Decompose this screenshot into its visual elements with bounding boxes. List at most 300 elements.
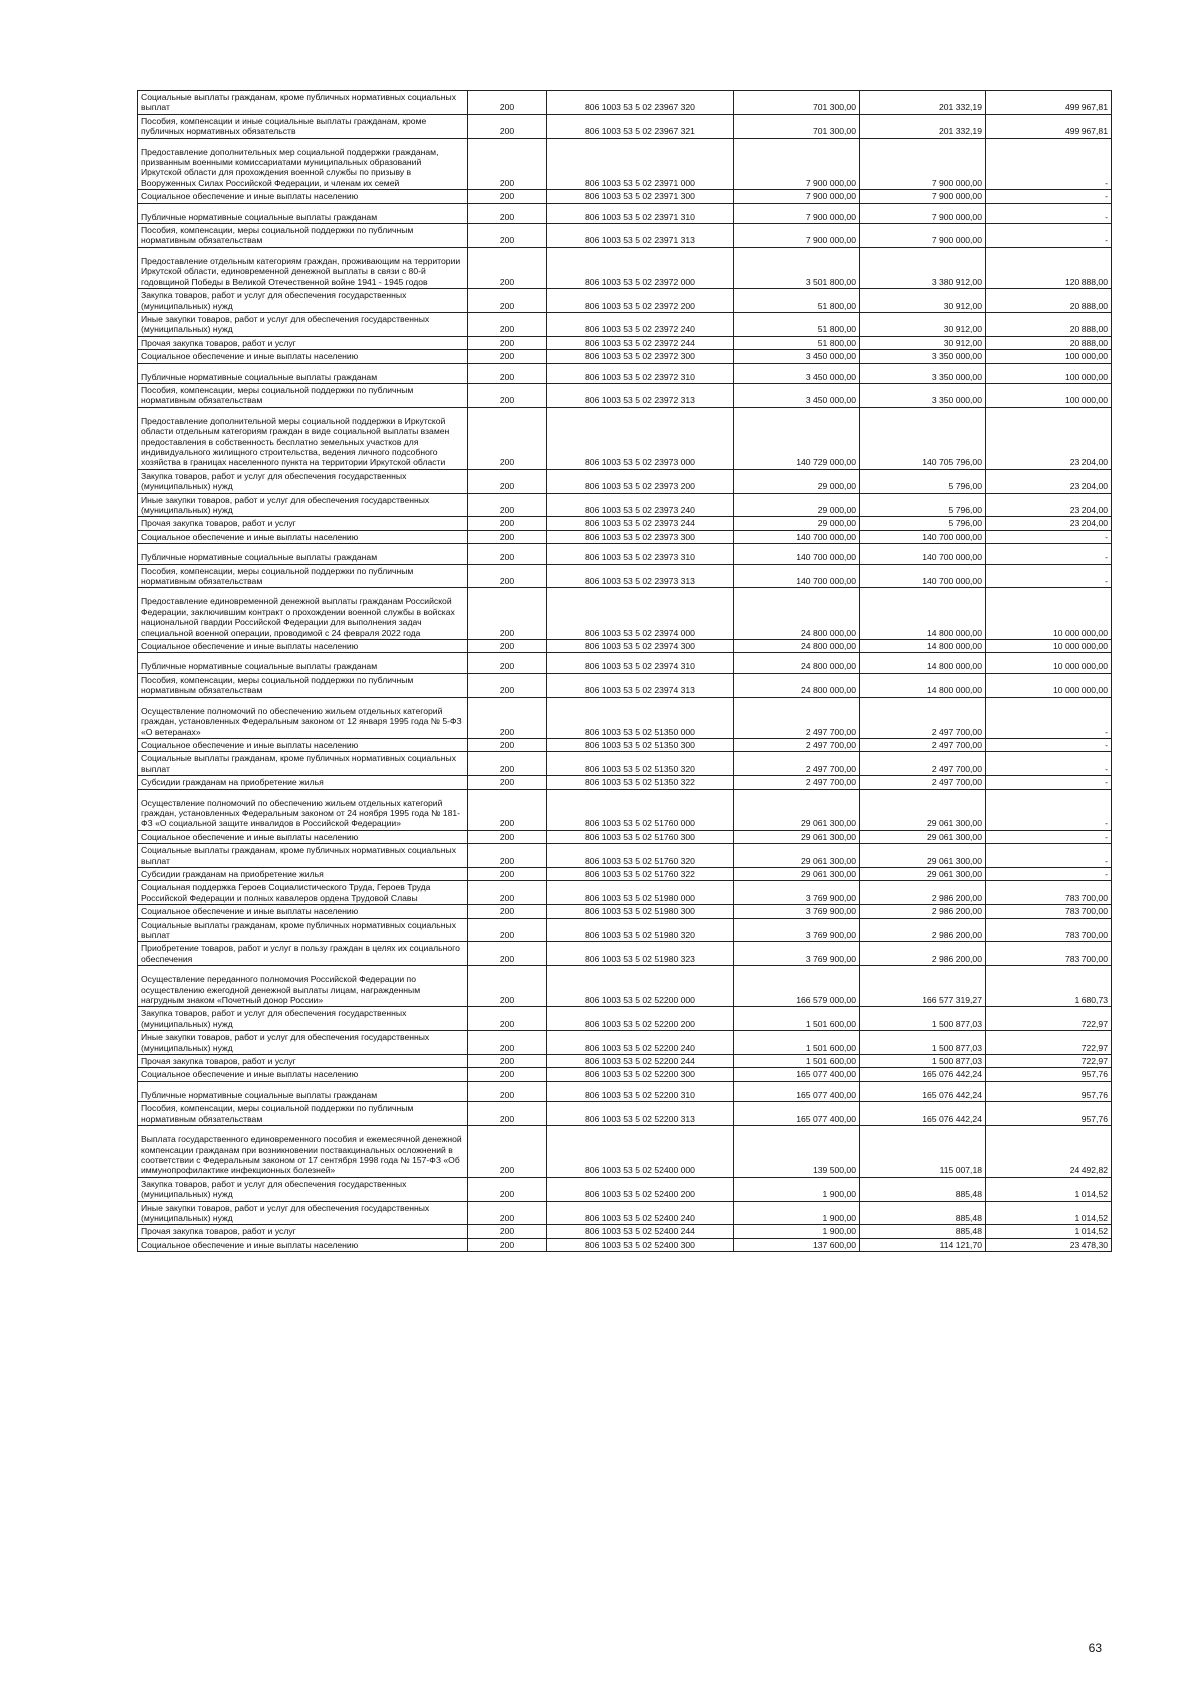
table-row xyxy=(138,918,1112,942)
row-remainder: 10 000 000,00 xyxy=(986,673,1112,697)
row-remainder: 499 967,81 xyxy=(986,114,1112,138)
row-plan-amount: 3 769 900,00 xyxy=(734,905,860,918)
row-remainder: 120 888,00 xyxy=(986,247,1112,288)
row-fact-amount: 140 700 000,00 xyxy=(860,530,986,543)
row-plan-amount: 7 900 000,00 xyxy=(734,138,860,190)
table-row xyxy=(138,312,1112,336)
expenditure-table-body xyxy=(138,91,1112,1252)
row-vr-code: 200 xyxy=(468,640,547,653)
row-fact-amount: 7 900 000,00 xyxy=(860,203,986,223)
row-budget-code: 806 1003 53 5 02 52200 244 xyxy=(547,1055,734,1068)
row-fact-amount: 1 500 877,03 xyxy=(860,1055,986,1068)
row-plan-amount: 3 450 000,00 xyxy=(734,383,860,407)
row-plan-amount: 3 769 900,00 xyxy=(734,942,860,966)
row-fact-amount: 165 076 442,24 xyxy=(860,1081,986,1101)
row-budget-code: 806 1003 53 5 02 52200 300 xyxy=(547,1068,734,1081)
row-vr-code: 200 xyxy=(468,383,547,407)
row-budget-code: 806 1003 53 5 02 52400 000 xyxy=(547,1126,734,1178)
row-plan-amount: 51 800,00 xyxy=(734,336,860,349)
row-remainder: 20 888,00 xyxy=(986,336,1112,349)
row-budget-code: 806 1003 53 5 02 51760 000 xyxy=(547,789,734,830)
row-fact-amount: 29 061 300,00 xyxy=(860,789,986,830)
table-row xyxy=(138,190,1112,203)
table-row xyxy=(138,966,1112,1007)
row-fact-amount: 2 497 700,00 xyxy=(860,752,986,776)
row-remainder: 499 967,81 xyxy=(986,91,1112,115)
row-plan-amount: 2 497 700,00 xyxy=(734,697,860,738)
row-plan-amount: 140 700 000,00 xyxy=(734,564,860,588)
row-remainder: 957,76 xyxy=(986,1102,1112,1126)
row-plan-amount: 165 077 400,00 xyxy=(734,1068,860,1081)
row-vr-code: 200 xyxy=(468,407,547,469)
row-name: Осуществление полномочий по обеспечению жильем отдельных категорий граждан, установленных Федеральным законом от 12 января 1995 года № 5-ФЗ «О ветеранах» xyxy=(138,697,468,738)
row-name: Прочая закупка товаров, работ и услуг xyxy=(138,1225,468,1238)
row-plan-amount: 29 061 300,00 xyxy=(734,844,860,868)
row-remainder: 783 700,00 xyxy=(986,918,1112,942)
row-vr-code: 200 xyxy=(468,312,547,336)
row-plan-amount: 2 497 700,00 xyxy=(734,752,860,776)
row-budget-code: 806 1003 53 5 02 23973 244 xyxy=(547,517,734,530)
row-vr-code: 200 xyxy=(468,203,547,223)
row-fact-amount: 885,48 xyxy=(860,1201,986,1225)
row-name: Социальное обеспечение и иные выплаты населению xyxy=(138,738,468,751)
row-name: Закупка товаров, работ и услуг для обеспечения государственных (муниципальных) нужд xyxy=(138,289,468,313)
row-vr-code: 200 xyxy=(468,363,547,383)
row-budget-code: 806 1003 53 5 02 23972 240 xyxy=(547,312,734,336)
row-remainder: - xyxy=(986,752,1112,776)
row-vr-code: 200 xyxy=(468,918,547,942)
row-name: Социальное обеспечение и иные выплаты населению xyxy=(138,640,468,653)
row-vr-code: 200 xyxy=(468,1007,547,1031)
row-remainder: 23 478,30 xyxy=(986,1238,1112,1251)
row-plan-amount: 3 769 900,00 xyxy=(734,881,860,905)
row-fact-amount: 29 061 300,00 xyxy=(860,844,986,868)
row-name: Социальное обеспечение и иные выплаты населению xyxy=(138,1238,468,1251)
row-budget-code: 806 1003 53 5 02 23971 313 xyxy=(547,224,734,248)
table-row xyxy=(138,383,1112,407)
row-remainder: 10 000 000,00 xyxy=(986,640,1112,653)
row-name: Прочая закупка товаров, работ и услуг xyxy=(138,336,468,349)
row-name: Иные закупки товаров, работ и услуг для обеспечения государственных (муниципальных) нужд xyxy=(138,312,468,336)
row-plan-amount: 7 900 000,00 xyxy=(734,224,860,248)
row-vr-code: 200 xyxy=(468,493,547,517)
row-vr-code: 200 xyxy=(468,673,547,697)
table-row xyxy=(138,336,1112,349)
row-vr-code: 200 xyxy=(468,91,547,115)
row-name: Социальное обеспечение и иные выплаты населению xyxy=(138,350,468,363)
row-budget-code: 806 1003 53 5 02 51350 000 xyxy=(547,697,734,738)
table-row xyxy=(138,203,1112,223)
row-vr-code: 200 xyxy=(468,789,547,830)
row-remainder: 100 000,00 xyxy=(986,363,1112,383)
row-budget-code: 806 1003 53 5 02 23972 244 xyxy=(547,336,734,349)
row-vr-code: 200 xyxy=(468,1055,547,1068)
row-vr-code: 200 xyxy=(468,190,547,203)
row-remainder: 23 204,00 xyxy=(986,493,1112,517)
row-name: Прочая закупка товаров, работ и услуг xyxy=(138,1055,468,1068)
table-row xyxy=(138,867,1112,880)
table-row xyxy=(138,752,1112,776)
row-plan-amount: 1 501 600,00 xyxy=(734,1031,860,1055)
row-plan-amount: 51 800,00 xyxy=(734,312,860,336)
row-fact-amount: 14 800 000,00 xyxy=(860,588,986,640)
row-vr-code: 200 xyxy=(468,1177,547,1201)
budget-report-page xyxy=(137,90,1108,1252)
table-row xyxy=(138,1055,1112,1068)
row-vr-code: 200 xyxy=(468,653,547,673)
row-budget-code: 806 1003 53 5 02 23973 200 xyxy=(547,469,734,493)
row-vr-code: 200 xyxy=(468,114,547,138)
row-fact-amount: 3 350 000,00 xyxy=(860,383,986,407)
row-name: Публичные нормативные социальные выплаты гражданам xyxy=(138,544,468,564)
row-budget-code: 806 1003 53 5 02 52200 200 xyxy=(547,1007,734,1031)
row-plan-amount: 29 000,00 xyxy=(734,469,860,493)
page-number: 63 xyxy=(1088,1641,1102,1655)
row-budget-code: 806 1003 53 5 02 51760 320 xyxy=(547,844,734,868)
row-fact-amount: 1 500 877,03 xyxy=(860,1031,986,1055)
row-remainder: - xyxy=(986,190,1112,203)
row-budget-code: 806 1003 53 5 02 51350 322 xyxy=(547,776,734,789)
row-plan-amount: 29 061 300,00 xyxy=(734,830,860,843)
row-fact-amount: 165 076 442,24 xyxy=(860,1102,986,1126)
row-vr-code: 200 xyxy=(468,1238,547,1251)
table-row xyxy=(138,1007,1112,1031)
row-name: Социальная поддержка Героев Социалистического Труда, Героев Труда Российской Федерации и полных кавалеров ордена Трудовой Славы xyxy=(138,881,468,905)
row-name: Пособия, компенсации, меры социальной поддержки по публичным нормативным обязательствам xyxy=(138,673,468,697)
row-name: Пособия, компенсации и иные социальные выплаты гражданам, кроме публичных нормативных обязательств xyxy=(138,114,468,138)
row-budget-code: 806 1003 53 5 02 52400 244 xyxy=(547,1225,734,1238)
row-budget-code: 806 1003 53 5 02 23972 000 xyxy=(547,247,734,288)
row-remainder: 23 204,00 xyxy=(986,517,1112,530)
table-row xyxy=(138,469,1112,493)
row-plan-amount: 29 000,00 xyxy=(734,493,860,517)
row-plan-amount: 29 000,00 xyxy=(734,517,860,530)
row-name: Иные закупки товаров, работ и услуг для обеспечения государственных (муниципальных) нужд xyxy=(138,1201,468,1225)
row-plan-amount: 24 800 000,00 xyxy=(734,673,860,697)
row-remainder: - xyxy=(986,138,1112,190)
row-remainder: 957,76 xyxy=(986,1081,1112,1101)
row-budget-code: 806 1003 53 5 02 23967 321 xyxy=(547,114,734,138)
row-remainder: 1 014,52 xyxy=(986,1201,1112,1225)
row-plan-amount: 29 061 300,00 xyxy=(734,867,860,880)
row-remainder: - xyxy=(986,867,1112,880)
table-row xyxy=(138,247,1112,288)
row-name: Социальные выплаты гражданам, кроме публичных нормативных социальных выплат xyxy=(138,752,468,776)
table-row xyxy=(138,544,1112,564)
row-fact-amount: 2 986 200,00 xyxy=(860,881,986,905)
row-name: Выплата государственного единовременного пособия и ежемесячной денежной компенсации гражданам при возникновении поствакцинальных осложнений в соответствии с Федеральным законом от 17 сентября 1998 года № 157-ФЗ «Об иммунопрофилактике инфекционных болезней» xyxy=(138,1126,468,1178)
table-row xyxy=(138,844,1112,868)
row-vr-code: 200 xyxy=(468,588,547,640)
row-fact-amount: 885,48 xyxy=(860,1177,986,1201)
row-fact-amount: 14 800 000,00 xyxy=(860,640,986,653)
row-vr-code: 200 xyxy=(468,752,547,776)
row-vr-code: 200 xyxy=(468,905,547,918)
row-plan-amount: 137 600,00 xyxy=(734,1238,860,1251)
row-remainder: - xyxy=(986,203,1112,223)
table-row xyxy=(138,1177,1112,1201)
table-row xyxy=(138,114,1112,138)
row-remainder: 722,97 xyxy=(986,1007,1112,1031)
row-fact-amount: 5 796,00 xyxy=(860,517,986,530)
row-vr-code: 200 xyxy=(468,844,547,868)
row-fact-amount: 30 912,00 xyxy=(860,312,986,336)
row-plan-amount: 140 700 000,00 xyxy=(734,544,860,564)
row-remainder: - xyxy=(986,224,1112,248)
row-remainder: - xyxy=(986,776,1112,789)
row-vr-code: 200 xyxy=(468,1126,547,1178)
row-vr-code: 200 xyxy=(468,1102,547,1126)
row-vr-code: 200 xyxy=(468,942,547,966)
row-plan-amount: 139 500,00 xyxy=(734,1126,860,1178)
table-row xyxy=(138,776,1112,789)
table-row xyxy=(138,830,1112,843)
table-row xyxy=(138,91,1112,115)
row-plan-amount: 29 061 300,00 xyxy=(734,789,860,830)
row-fact-amount: 2 986 200,00 xyxy=(860,918,986,942)
row-name: Социальные выплаты гражданам, кроме публичных нормативных социальных выплат xyxy=(138,844,468,868)
row-name: Публичные нормативные социальные выплаты гражданам xyxy=(138,1081,468,1101)
row-remainder: 10 000 000,00 xyxy=(986,653,1112,673)
row-budget-code: 806 1003 53 5 02 23972 310 xyxy=(547,363,734,383)
row-fact-amount: 14 800 000,00 xyxy=(860,673,986,697)
row-name: Предоставление отдельным категориям граждан, проживающим на территории Иркутской области, единовременной денежной выплаты в связи с 80-й годовщиной Победы в Великой Отечественной войне 1941 - 1945 годов xyxy=(138,247,468,288)
row-plan-amount: 165 077 400,00 xyxy=(734,1081,860,1101)
row-plan-amount: 140 700 000,00 xyxy=(734,530,860,543)
row-remainder: 783 700,00 xyxy=(986,881,1112,905)
row-name: Публичные нормативные социальные выплаты гражданам xyxy=(138,363,468,383)
row-vr-code: 200 xyxy=(468,289,547,313)
row-vr-code: 200 xyxy=(468,881,547,905)
table-row xyxy=(138,905,1112,918)
row-remainder: 20 888,00 xyxy=(986,289,1112,313)
row-fact-amount: 29 061 300,00 xyxy=(860,867,986,880)
row-fact-amount: 29 061 300,00 xyxy=(860,830,986,843)
row-fact-amount: 14 800 000,00 xyxy=(860,653,986,673)
row-plan-amount: 3 769 900,00 xyxy=(734,918,860,942)
row-name: Публичные нормативные социальные выплаты гражданам xyxy=(138,203,468,223)
table-row xyxy=(138,363,1112,383)
row-plan-amount: 24 800 000,00 xyxy=(734,588,860,640)
row-name: Закупка товаров, работ и услуг для обеспечения государственных (муниципальных) нужд xyxy=(138,1177,468,1201)
row-remainder: 100 000,00 xyxy=(986,383,1112,407)
row-budget-code: 806 1003 53 5 02 23974 310 xyxy=(547,653,734,673)
table-row xyxy=(138,289,1112,313)
row-fact-amount: 5 796,00 xyxy=(860,493,986,517)
table-row xyxy=(138,789,1112,830)
row-plan-amount: 3 501 800,00 xyxy=(734,247,860,288)
row-remainder: - xyxy=(986,789,1112,830)
row-budget-code: 806 1003 53 5 02 23972 200 xyxy=(547,289,734,313)
row-budget-code: 806 1003 53 5 02 51760 300 xyxy=(547,830,734,843)
row-fact-amount: 201 332,19 xyxy=(860,91,986,115)
row-budget-code: 806 1003 53 5 02 52200 000 xyxy=(547,966,734,1007)
row-fact-amount: 165 076 442,24 xyxy=(860,1068,986,1081)
row-plan-amount: 1 501 600,00 xyxy=(734,1055,860,1068)
row-budget-code: 806 1003 53 5 02 23971 300 xyxy=(547,190,734,203)
row-budget-code: 806 1003 53 5 02 51980 320 xyxy=(547,918,734,942)
table-row xyxy=(138,942,1112,966)
row-name: Прочая закупка товаров, работ и услуг xyxy=(138,517,468,530)
row-name: Осуществление переданного полномочия Российской Федерации по осуществлению ежегодной денежной выплаты лицам, награжденным нагрудным знаком «Почетный донор России» xyxy=(138,966,468,1007)
row-fact-amount: 3 350 000,00 xyxy=(860,363,986,383)
table-row xyxy=(138,564,1112,588)
row-vr-code: 200 xyxy=(468,564,547,588)
table-row xyxy=(138,640,1112,653)
row-budget-code: 806 1003 53 5 02 52200 313 xyxy=(547,1102,734,1126)
row-budget-code: 806 1003 53 5 02 52400 200 xyxy=(547,1177,734,1201)
row-name: Социальное обеспечение и иные выплаты населению xyxy=(138,905,468,918)
row-name: Социальное обеспечение и иные выплаты населению xyxy=(138,830,468,843)
table-row xyxy=(138,673,1112,697)
row-plan-amount: 24 800 000,00 xyxy=(734,640,860,653)
row-vr-code: 200 xyxy=(468,350,547,363)
row-fact-amount: 1 500 877,03 xyxy=(860,1007,986,1031)
row-name: Публичные нормативные социальные выплаты гражданам xyxy=(138,653,468,673)
row-budget-code: 806 1003 53 5 02 52200 310 xyxy=(547,1081,734,1101)
table-row xyxy=(138,1068,1112,1081)
row-remainder: 722,97 xyxy=(986,1055,1112,1068)
row-remainder: 1 680,73 xyxy=(986,966,1112,1007)
row-budget-code: 806 1003 53 5 02 51980 000 xyxy=(547,881,734,905)
row-fact-amount: 140 705 796,00 xyxy=(860,407,986,469)
row-name: Пособия, компенсации, меры социальной поддержки по публичным нормативным обязательствам xyxy=(138,224,468,248)
table-row xyxy=(138,407,1112,469)
row-budget-code: 806 1003 53 5 02 23971 000 xyxy=(547,138,734,190)
row-plan-amount: 1 501 600,00 xyxy=(734,1007,860,1031)
row-remainder: - xyxy=(986,738,1112,751)
row-vr-code: 200 xyxy=(468,867,547,880)
row-budget-code: 806 1003 53 5 02 52200 240 xyxy=(547,1031,734,1055)
row-remainder: 20 888,00 xyxy=(986,312,1112,336)
row-plan-amount: 7 900 000,00 xyxy=(734,190,860,203)
row-name: Субсидии гражданам на приобретение жилья xyxy=(138,867,468,880)
row-budget-code: 806 1003 53 5 02 23974 000 xyxy=(547,588,734,640)
row-budget-code: 806 1003 53 5 02 51980 300 xyxy=(547,905,734,918)
row-fact-amount: 2 497 700,00 xyxy=(860,697,986,738)
row-plan-amount: 51 800,00 xyxy=(734,289,860,313)
row-budget-code: 806 1003 53 5 02 23972 300 xyxy=(547,350,734,363)
row-remainder: 957,76 xyxy=(986,1068,1112,1081)
row-vr-code: 200 xyxy=(468,224,547,248)
row-name: Предоставление дополнительных мер социальной поддержки гражданам, призванным военными комиссариатами муниципальных образований Иркутской области для прохождения военной службы по призыву в Вооруженных Силах Российской Федерации, и членам их семей xyxy=(138,138,468,190)
row-budget-code: 806 1003 53 5 02 23972 313 xyxy=(547,383,734,407)
row-fact-amount: 7 900 000,00 xyxy=(860,190,986,203)
row-name: Социальное обеспечение и иные выплаты населению xyxy=(138,1068,468,1081)
row-vr-code: 200 xyxy=(468,1225,547,1238)
row-budget-code: 806 1003 53 5 02 52400 300 xyxy=(547,1238,734,1251)
row-name: Осуществление полномочий по обеспечению жильем отдельных категорий граждан, установленных Федеральным законом от 24 ноября 1995 года № 181-ФЗ «О социальной защите инвалидов в Российской Федерации» xyxy=(138,789,468,830)
row-name: Закупка товаров, работ и услуг для обеспечения государственных (муниципальных) нужд xyxy=(138,469,468,493)
row-fact-amount: 2 986 200,00 xyxy=(860,942,986,966)
row-budget-code: 806 1003 53 5 02 23973 313 xyxy=(547,564,734,588)
row-remainder: 783 700,00 xyxy=(986,905,1112,918)
row-plan-amount: 24 800 000,00 xyxy=(734,653,860,673)
row-plan-amount: 1 900,00 xyxy=(734,1201,860,1225)
table-row xyxy=(138,517,1112,530)
row-vr-code: 200 xyxy=(468,776,547,789)
table-row xyxy=(138,1126,1112,1178)
row-budget-code: 806 1003 53 5 02 23973 300 xyxy=(547,530,734,543)
table-row xyxy=(138,653,1112,673)
table-row xyxy=(138,138,1112,190)
row-fact-amount: 2 497 700,00 xyxy=(860,776,986,789)
row-vr-code: 200 xyxy=(468,138,547,190)
row-budget-code: 806 1003 53 5 02 52400 240 xyxy=(547,1201,734,1225)
row-plan-amount: 2 497 700,00 xyxy=(734,738,860,751)
row-remainder: 10 000 000,00 xyxy=(986,588,1112,640)
row-fact-amount: 2 986 200,00 xyxy=(860,905,986,918)
row-plan-amount: 3 450 000,00 xyxy=(734,363,860,383)
row-fact-amount: 140 700 000,00 xyxy=(860,544,986,564)
row-fact-amount: 5 796,00 xyxy=(860,469,986,493)
table-row xyxy=(138,697,1112,738)
row-plan-amount: 1 900,00 xyxy=(734,1177,860,1201)
row-vr-code: 200 xyxy=(468,697,547,738)
table-row xyxy=(138,738,1112,751)
row-remainder: 1 014,52 xyxy=(986,1225,1112,1238)
row-name: Социальные выплаты гражданам, кроме публичных нормативных социальных выплат xyxy=(138,91,468,115)
row-plan-amount: 701 300,00 xyxy=(734,91,860,115)
row-budget-code: 806 1003 53 5 02 51760 322 xyxy=(547,867,734,880)
table-row xyxy=(138,1201,1112,1225)
row-fact-amount: 885,48 xyxy=(860,1225,986,1238)
row-fact-amount: 115 007,18 xyxy=(860,1126,986,1178)
row-vr-code: 200 xyxy=(468,247,547,288)
row-name: Пособия, компенсации, меры социальной поддержки по публичным нормативным обязательствам xyxy=(138,564,468,588)
row-remainder: - xyxy=(986,544,1112,564)
row-budget-code: 806 1003 53 5 02 23973 310 xyxy=(547,544,734,564)
row-plan-amount: 165 077 400,00 xyxy=(734,1102,860,1126)
row-vr-code: 200 xyxy=(468,530,547,543)
row-fact-amount: 7 900 000,00 xyxy=(860,138,986,190)
row-fact-amount: 3 350 000,00 xyxy=(860,350,986,363)
row-budget-code: 806 1003 53 5 02 51980 323 xyxy=(547,942,734,966)
row-fact-amount: 140 700 000,00 xyxy=(860,564,986,588)
table-row xyxy=(138,881,1112,905)
row-remainder: - xyxy=(986,564,1112,588)
row-budget-code: 806 1003 53 5 02 23971 310 xyxy=(547,203,734,223)
row-fact-amount: 3 380 912,00 xyxy=(860,247,986,288)
row-name: Предоставление единовременной денежной выплаты гражданам Российской Федерации, заключившим контракт о прохождении военной службы в войсках национальной гвардии Российской Федерации для выполнения задач специальной военной операции, проводимой с 24 февраля 2022 года xyxy=(138,588,468,640)
row-vr-code: 200 xyxy=(468,830,547,843)
row-plan-amount: 2 497 700,00 xyxy=(734,776,860,789)
row-name: Пособия, компенсации, меры социальной поддержки по публичным нормативным обязательствам xyxy=(138,1102,468,1126)
row-plan-amount: 166 579 000,00 xyxy=(734,966,860,1007)
row-name: Приобретение товаров, работ и услуг в пользу граждан в целях их социального обеспечения xyxy=(138,942,468,966)
row-budget-code: 806 1003 53 5 02 23974 300 xyxy=(547,640,734,653)
row-remainder: - xyxy=(986,830,1112,843)
row-remainder: 1 014,52 xyxy=(986,1177,1112,1201)
row-remainder: 100 000,00 xyxy=(986,350,1112,363)
row-budget-code: 806 1003 53 5 02 23973 000 xyxy=(547,407,734,469)
row-vr-code: 200 xyxy=(468,738,547,751)
row-plan-amount: 701 300,00 xyxy=(734,114,860,138)
row-budget-code: 806 1003 53 5 02 23973 240 xyxy=(547,493,734,517)
row-vr-code: 200 xyxy=(468,1201,547,1225)
row-vr-code: 200 xyxy=(468,517,547,530)
table-row xyxy=(138,1225,1112,1238)
row-name: Субсидии гражданам на приобретение жилья xyxy=(138,776,468,789)
row-budget-code: 806 1003 53 5 02 23967 320 xyxy=(547,91,734,115)
table-row xyxy=(138,1031,1112,1055)
row-fact-amount: 166 577 319,27 xyxy=(860,966,986,1007)
row-name: Социальное обеспечение и иные выплаты населению xyxy=(138,190,468,203)
row-remainder: 722,97 xyxy=(986,1031,1112,1055)
row-vr-code: 200 xyxy=(468,336,547,349)
table-row xyxy=(138,1081,1112,1101)
row-fact-amount: 201 332,19 xyxy=(860,114,986,138)
